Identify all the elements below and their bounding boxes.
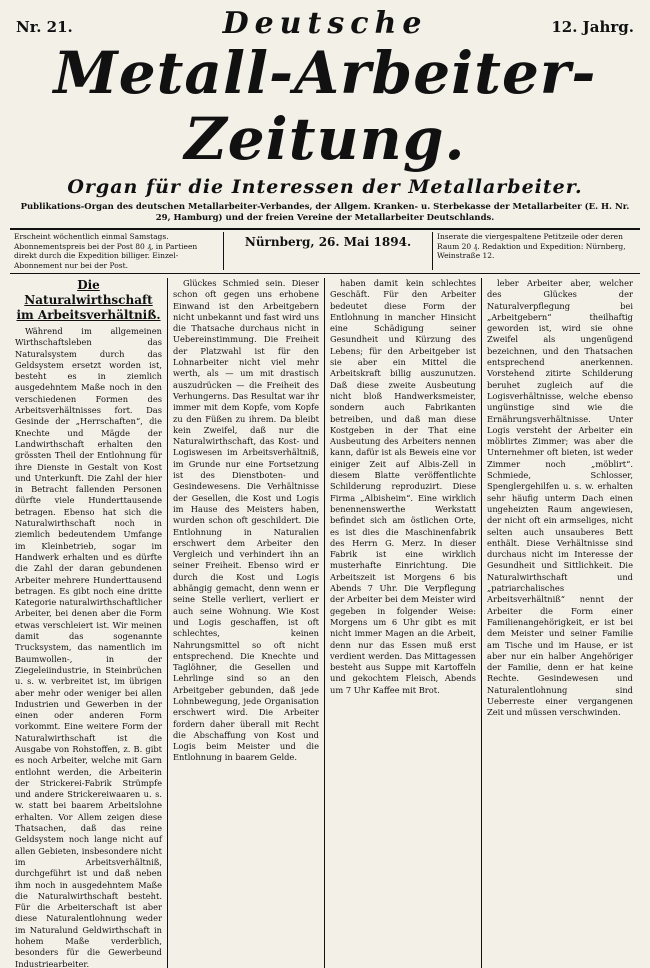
column-text: haben damit kein schlechtes Geschäft. Für den Arbeiter bedeutet diese Form der Entlohnung in mancher Hinsicht eine Schädigung seiner Gesundheit und Kürzung des Lebens; für den Arbeitgeber ist sie aber ein Mittel die Arbeitskraft billig auszunutzen. Daß diese zweite Ausbeutung nicht bloß Handwerksmeister, sondern auch Fabrikanten betreiben, und daß man diese Kostgeben in der That eine Ausbeutung des Arbeiters nennen kann, dafür ist als Beweis eine vor einiger Zeit auf Albis-Zell in diesem Blatte veröffentlichte Schilderung reproduzirt. Diese Firma „Albisheim“. Eine wirklich benennenswerthe Werkstatt befindet sich am östlichen Orte, es ist dies die Maschinenfabrik des Herrn G. Merz. In dieser Fabrik ist eine wirklich musterhafte Einrichtung. Die Arbeitszeit ist Morgens 6 bis Abends 7 Uhr. Die Verpflegung der Arbeiter bei dem Meister wird gegeben in folgender Weise: Morgens um 6 Uhr gibt es mit nicht immer Magen an die Arbeit, denn nur das Essen muß erst verdient werden. Das Mittagessen besteht aus Suppe mit Kartoffeln und gekochtem Fleisch, Abends um 7 Uhr Kaffee mit Brot. xyxy=(330,278,476,695)
publication-line: Publikations-Organ des deutschen Metallarbeiter-Verbandes, der Allgem. Kranken- u. Sterbekasse der Metallarbeiter (E. H. Nr. 29, Hamburg) und der freien Vereine der Metallarbeiter Deutschlands. xyxy=(20,202,630,223)
column-2 xyxy=(167,278,324,968)
column-text: Glückes Schmied sein. Dieser schon oft gegen uns erhobene Einwand ist den Arbeitgebern nicht unbekannt und fast wird uns die Thatsache durchaus nicht in Uebereinstimmung. Die Freiheit der Platzwahl ist für den Lohnarbeiter nicht viel mehr werth, als — um mit drastisch auszudrücken — die Freiheit des Verhungerns. Das Resultat war ihr immer mit dem Kopfe, vom Kopfe zu den Füßen zu ihrem. Da bleibt kein Zweifel, daß nur die Naturalwirthschaft, das Kost- und Logiswesen im Arbeitsverhältniß, im Grunde nur eine Fortsetzung ist des Dienstboten- und Gesindewesens. Die Verhältnisse der Gesellen, die Kost und Logis im Hause des Meisters haben, wurden schon oft geschildert. Die Entlohnung in Naturalien erschwert dem Arbeiter den Vergleich und verhindert ihn an seiner Freiheit. Ebenso wird er durch die Kost und Logis abhängig gemacht, denn wenn er seine Stelle verliert, verliert er auch seine Wohnung. Wie Kost und Logis geschaffen, ist oft schlechtes, keinen Nahrungsmittel so oft nicht entsprechend. Die Knechte und Taglöhner, die Gesellen und Lehrlinge sind so an den Arbeitgeber gebunden, daß jede Lohnbewegung, jede Organisation erschwert wird. Die Arbeiter fordern daher überall mit Recht die Abschaffung von Kost und Logis beim Meister und die Entlohnung in baarem Gelde. xyxy=(173,278,319,763)
advertising-info: Inserate die viergespaltene Petitzeile oder deren Raum 20 ₰. Redaktion und Expedition: Nürnberg, Weinstraße 12. xyxy=(437,232,626,260)
column-1 xyxy=(10,278,167,968)
column-text: leber Arbeiter aber, welcher des Glückes der Naturalverpflegung bei „Arbeitgebern“ theilhaftig geworden ist, wird sie ohne Zweifel als ungenügend bezeichnen, und den Thatsachen entsprechend anerkennen. Vorstehend zitirte Schilderung beruhet zugleich auf die Logisverhältnisse, welche ebenso ungünstige sind wie die Ernährungsverhältnisse. Unter Logis versteht der Arbeiter ein möblirtes Zimmer; was aber die Unternehmer oft bieten, ist weder Zimmer noch „möblirt“. Schmiede, Schlosser, Spenglergehilfen u. s. w. erhalten sehr häufig unterm Dach einen ungeheizten Raum angewiesen, der nicht oft ein armseliges, nicht selten auch unsauberes Bett enthält. Diese Verhältnisse sind durchaus nicht im Interesse der Gesundheit und Sittlichkeit. Die Naturalwirthschaft und „patriarchalisches Arbeitsverhältniß“ nennt der Arbeiter die Form einer Familienangehörigkeit, er ist bei dem Meister und seiner Familie am Tische und im Hause, er ist aber nur ein halber Angehöriger der Familie, denn er hat keine Rechte. Gesindewesen und Naturalentlohnung sind Ueberreste einer vergangenen Zeit und müssen verschwinden. xyxy=(487,278,633,718)
volume-year: 12. Jahrg. xyxy=(551,18,634,36)
column-3 xyxy=(324,278,481,968)
column-4 xyxy=(481,278,638,968)
organ-subtitle: Organ für die Interessen der Metallarbeiter. xyxy=(67,176,583,198)
subscription-info: Erscheint wöchentlich einmal Samstags. Abonnementspreis bei der Post 80 ₰, in Partieen direkt durch die Expedition billiger. Einzel-Abonnement nur bei der Post. xyxy=(14,232,198,270)
article-columns xyxy=(10,278,640,968)
article-heading: Die Naturalwirthschaft im Arbeitsverhältniß. xyxy=(16,278,161,322)
column-text: Während im allgemeinen Wirthschaftsleben das Naturalsystem durch das Geldsystem ersetzt worden ist, besteht es in ziemlich ausgedehntem Maße noch in den verschiedenen Formen des Arbeitsverhältnisses fort. Das Gesinde der „Herrschaften“, die Knechte und Mägde der Landwirthschaft erhalten den grössten Theil der Entlohnung für ihre Dienste in Gestalt von Kost und Unterkunft. Die Zahl der hier in Betracht fallenden Personen dürfte viele Hunderttausende betragen. Ebenso hat sich die Naturalwirthschaft noch in ziemlich bedeutendem Umfange im Kleinbetrieb, sogar im Handwerk erhalten und es dürfte die Zahl der daran gebundenen Arbeiter mehrere Hunderttausend betragen. Es gibt noch eine dritte Kategorie naturalwirthschaftlicher Arbeiter, bei denen aber die Form etwas verschleiert ist. Wir meinen damit das sogenannte Trucksystem, das namentlich im Baumwollen-, in der Ziegeleiindustrie, in Steinbrüchen u. s. w. verbreitet ist, im übrigen aber mehr oder weniger bei allen Industrien und Gewerben in der einen oder anderen Form vorkommt. Eine weitere Form der Naturalwirthschaft ist die Ausgabe von Rohstoffen, z. B. gibt es noch Arbeiter, welche mit Garn entlohnt werden, die Arbeiterin der Strickerei-Fabrik Strümpfe und andere Strickereiwaaren u. s. w. statt bei baarem Arbeitslohne erhalten. Vor Allem zeigen diese Thatsachen, daß das reine Geldsystem noch lange nicht auf allen Gebieten, insbesondere nicht im Arbeitsverhältniß, durchgeführt ist und daß neben ihm noch in ausgedehntem Maße die Naturalwirthschaft besteht. Für die Arbeiterschaft ist aber diese Naturalentlohnung weder im Naturalund Geldwirthschaft in hohem Maße verderblich, besonders für die Gewerbeund Industriearbeiter. xyxy=(15,326,162,968)
header-top xyxy=(10,6,640,40)
title-deutsche: Deutsche xyxy=(222,6,428,41)
info-bar xyxy=(10,230,640,274)
masthead-title: Metall-Arbeiter-Zeitung. xyxy=(53,39,597,173)
issue-number: Nr. 21. xyxy=(16,18,73,36)
dateline: Nürnberg, 26. Mai 1894. xyxy=(223,232,433,270)
